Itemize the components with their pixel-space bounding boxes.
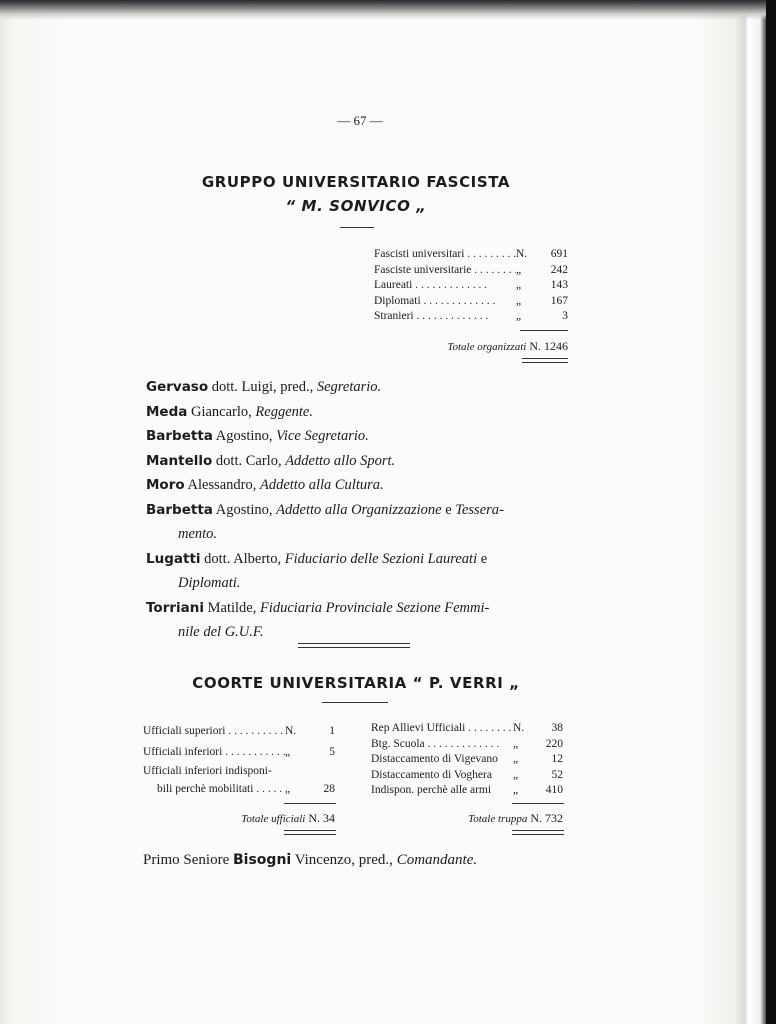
troops-total [371,811,563,826]
roster-name: Agostino, [212,428,277,444]
stat-row [374,309,568,325]
total-value: 732 [545,811,563,825]
gruppo-stats-table [374,247,568,325]
roster-surname: Barbetta [146,501,213,518]
total-label: Totale truppa [468,813,528,825]
roster-entry [146,400,586,425]
stat-value: 242 [550,263,568,276]
total-value: 1246 [544,339,568,353]
roster-role: Segretario. [316,379,382,395]
stat-label: Diplomati . . . [374,294,516,310]
section-divider [298,643,410,648]
stat-label: Fascisti universitari . . . [374,247,516,263]
officers-row [143,742,335,763]
coorte-troops-table [371,721,563,799]
roster-entry [146,473,586,498]
roster-role: Addetto allo Sport. [285,452,396,469]
page-top-edge [0,0,776,20]
gruppo-subtitle: “ M. SONVICO „ [285,197,427,215]
roster-entry [146,375,586,400]
officers-row [143,763,335,781]
roster-entry [146,547,586,572]
total-unit: N. [308,811,320,825]
page-number: — 67 — [337,113,383,128]
roster-role: Addetto alla Organizzazione [276,501,442,518]
stat-value: 167 [550,294,568,307]
roster-surname: Gervaso [146,379,209,395]
row-unit: „ [513,737,519,750]
stat-value: 691 [550,248,568,260]
troops-row [371,737,563,753]
sum-rule [520,330,568,331]
row-unit: „ [513,784,519,796]
total-label: Totale organizzati [447,341,527,353]
roster-role-cont: nile del G.U.F. [178,624,264,640]
total-double-rule [512,830,564,835]
commander-rank: Primo Seniore [143,852,233,868]
stat-label: Laureati . . . [374,278,516,294]
row-label: Btg. Scuola . . . [371,737,513,753]
commander-name: Vincenzo, pred., [291,852,397,868]
row-label: Ufficiali inferiori . . . [143,745,285,761]
coorte-officers-table [143,721,335,799]
title-rule [322,702,388,703]
roster-name: Matilde, [203,599,260,616]
roster-surname: Moro [146,477,185,493]
roster-role-cont: Diplomati. [178,575,241,591]
total-double-rule [284,830,336,835]
sum-rule [512,803,564,804]
row-unit: „ [285,783,291,796]
troops-row [371,721,563,737]
roster-role-cont: mento. [178,526,218,542]
commander-role: Comandante. [396,852,478,868]
total-label: Totale ufficiali [241,813,306,825]
stat-value: 3 [562,310,568,322]
stat-unit: „ [516,263,522,276]
stat-row [374,278,568,294]
roster-name: dott. Luigi, pred., [208,379,317,395]
commander-line [143,852,583,869]
gruppo-title: GRUPPO UNIVERSITARIO FASCISTA [201,173,511,191]
total-unit: N. [529,339,541,353]
row-label: Ufficiali superiori . . . [143,724,285,740]
sum-rule [284,803,336,804]
roster-surname: Mantello [146,452,213,469]
row-label: Distaccamento di Voghera [371,768,492,781]
roster-entry [146,596,586,621]
officers-total [143,811,335,826]
stat-unit: „ [516,310,522,322]
row-unit: N. [285,724,297,737]
commander-surname: Bisogni [233,852,292,868]
roster-entry [146,424,586,449]
roster-entry-continuation [146,522,586,547]
roster-name: Agostino, [212,501,277,518]
row-value: 12 [551,753,563,765]
page-right-edge [766,0,776,1024]
total-unit: N. [530,811,542,825]
total-value: 34 [323,811,335,825]
stat-label: Fasciste universitarie . . . [374,263,516,279]
stat-unit: „ [516,294,522,307]
stat-row [374,247,568,263]
roster-name: dott. Carlo, [212,452,286,469]
roster-entry [146,498,586,523]
stat-row [374,294,568,310]
row-value: 28 [323,783,335,796]
row-unit: „ [513,768,519,781]
roster-surname: Torriani [146,599,204,616]
roster-name: Giancarlo, [187,403,256,420]
roster-role-cont: Tessera- [455,501,504,518]
row-value: 220 [545,737,563,750]
troops-row [371,768,563,784]
roster-role: Fiduciaria Provinciale Sezione Femmi- [259,599,490,616]
total-double-rule [522,358,568,363]
roster-role: Addetto alla Cultura. [259,477,384,493]
stat-unit: „ [516,279,522,291]
roster-conjunction: e [441,501,456,518]
row-label: Indispon. perchè alle armi [371,784,492,796]
row-unit: N. [513,722,525,734]
stat-row [374,263,568,279]
roster-entry [146,449,586,474]
title-rule [340,227,374,228]
officers-row [143,721,335,742]
roster-role: Vice Segretario. [276,428,369,444]
roster-surname: Barbetta [146,428,213,444]
troops-row [371,752,563,768]
row-unit: „ [513,753,519,765]
row-label: Distaccamento di Vigevano [371,753,498,765]
row-unit: „ [285,745,291,758]
roster-surname: Meda [146,403,188,420]
coorte-title: COORTE UNIVERSITARIA “ P. VERRI „ [192,674,520,692]
roster-surname: Lugatti [146,550,201,567]
row-value: 52 [551,768,563,781]
troops-row [371,783,563,799]
stat-value: 143 [550,279,568,291]
officers-row [143,781,335,799]
roster-role: Reggente. [255,403,313,420]
roster-entry-continuation [146,571,586,596]
roster-name: dott. Alberto, [200,550,285,567]
row-value: 38 [551,722,563,734]
row-value: 5 [329,745,335,758]
stat-unit: N. [516,248,528,260]
row-label: Rep Allievi Ufficiali . . . [371,721,513,737]
roster-role: Fiduciario delle Sezioni Laureati [284,550,478,567]
officer-roster [146,375,586,645]
roster-conjunction: e [477,550,488,567]
row-label: bili perchè mobilitati . . . [143,782,285,798]
roster-name: Alessandro, [184,477,260,493]
stat-label: Stranieri . . . [374,309,516,325]
row-label: Ufficiali inferiori indisponi- [143,765,272,778]
gruppo-total [374,339,568,354]
row-value: 410 [545,784,563,796]
row-value: 1 [329,724,335,737]
roster-entry-continuation [146,620,586,645]
